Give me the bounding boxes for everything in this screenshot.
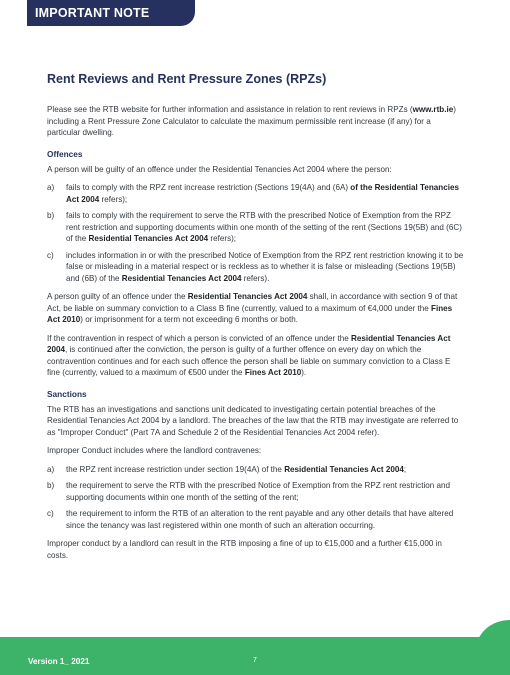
list-item	[47, 508, 465, 531]
page-title: Rent Reviews and Rent Pressure Zones (RPZs)	[47, 72, 327, 86]
item-bold: Residential Tenancies Act 2004	[121, 273, 242, 283]
item-bold: Residential Tenancies Act 2004	[88, 234, 209, 243]
item-text: includes information in or with the prescribed Notice of Exemption from the RPZ rent restriction knowing it to be false or misleading in a material respect or is reckless as to whether it is false or misleading (Sections 19(5B) and (6B) of the	[66, 250, 464, 283]
sanctions-paragraph: The RTB has an investigations and sanctions unit dedicated to investigating certain potential breaches of the Residential Tenancies Act 2004 by a landlord. The breaches of the law that the RTB may investigate are referred to as "Improper Conduct" (Part 7A and Schedule 2 of the Residential Tenancies Act 2004 refer).	[47, 404, 459, 437]
item-text: fails to comply with the requirement to serve the RTB with the prescribed Notice of Exemption from the RPZ rent restriction and supporting documents within one month of the setting of the rent (Sections 19(5B) and (6C) of the	[66, 211, 462, 243]
item-label: a)	[47, 183, 55, 192]
para-text: If the contravention in respect of which a person is convicted of an offence under the	[47, 333, 352, 343]
item-bold: Residential Tenancies Act 2004	[284, 464, 404, 474]
para-text: , is continued after the conviction, the person is guilty of a further offence on every day on which the contravention continues and for each such offence the person shall be liable on summary conviction to a Class E fine (currently, valued to a maximum of €500 under the	[47, 345, 451, 377]
para-text: ) or imprisonment for a term not exceeding 6 months or both.	[80, 315, 299, 324]
item-label: c)	[47, 250, 54, 260]
item-text: ;	[403, 464, 407, 474]
para-bold: Fines Act 2010	[244, 368, 302, 377]
sanctions-list	[47, 464, 465, 532]
list-item	[47, 480, 465, 503]
offences-list	[47, 182, 465, 284]
list-item	[47, 250, 465, 285]
list-item	[47, 464, 465, 476]
footer-bar	[0, 637, 510, 675]
para-bold: Fines Act 2010	[47, 303, 453, 324]
para-bold: Residential Tenancies Act 2004	[187, 292, 308, 301]
item-text: refers);	[208, 234, 237, 243]
page-number: 7	[253, 657, 257, 664]
important-note-banner	[27, 0, 195, 26]
item-bold: of the Residential Tenancies Act 2004	[66, 183, 459, 204]
sanctions-closing: Improper conduct by a landlord can result in the RTB imposing a fine of up to €15,000 and a further €15,000 in costs.	[47, 539, 442, 560]
offences-continuation-paragraph	[47, 333, 465, 379]
intro-text-1: Please see the RTB website for further information and assistance in relation to rent reviews in RPZs (	[47, 105, 413, 114]
sanctions-heading: Sanctions	[47, 388, 87, 399]
sanctions-lead: Improper Conduct includes where the landlord contravenes:	[47, 446, 262, 455]
item-text: fails to comply with the RPZ rent increase restriction (Sections 19(4A) and (6A)	[66, 183, 351, 192]
main-content	[47, 72, 465, 568]
para-text: ).	[301, 368, 307, 377]
list-item	[47, 182, 465, 205]
version-label: Version 1_ 2021	[28, 657, 90, 666]
para-text: A person guilty of an offence under the	[47, 292, 188, 301]
item-text: the RPZ rent increase restriction under section 19(4A) of the	[66, 464, 285, 474]
offences-heading: Offences	[47, 148, 83, 159]
item-text: refers).	[241, 273, 270, 283]
banner-label: IMPORTANT NOTE	[35, 6, 150, 20]
offences-penalty-paragraph	[47, 291, 465, 326]
item-label: c)	[47, 509, 54, 518]
list-item	[47, 210, 465, 245]
rtb-website-link[interactable]: www.rtb.ie	[412, 105, 454, 114]
para-text: shall, in accordance with section 9 of that Act, be liable on summary conviction to a Class B fine (currently, valued to a maximum of €4,000 under the	[47, 292, 458, 313]
intro-text-2: ) including a Rent Pressure Zone Calculator to calculate the maximum permissible rent increase (if any) for a particular dwelling.	[47, 105, 456, 137]
intro-paragraph	[47, 104, 465, 139]
item-label: b)	[47, 211, 55, 220]
offences-lead: A person will be guilty of an offence under the Residential Tenancies Act 2004 where the person:	[47, 164, 392, 174]
item-text: the requirement to inform the RTB of an alteration to the rent payable and any other details that have altered since the tenancy was last registered within one month of such an alteration occurring.	[66, 509, 454, 530]
item-text: the requirement to serve the RTB with the prescribed Notice of Exemption from the RPZ rent restriction and supporting documents within one month of the setting of the rent;	[66, 481, 451, 502]
item-label: a)	[47, 464, 55, 474]
item-label: b)	[47, 481, 55, 490]
para-bold: Residential Tenancies Act 2004	[47, 333, 451, 354]
item-text: refers);	[99, 194, 128, 204]
